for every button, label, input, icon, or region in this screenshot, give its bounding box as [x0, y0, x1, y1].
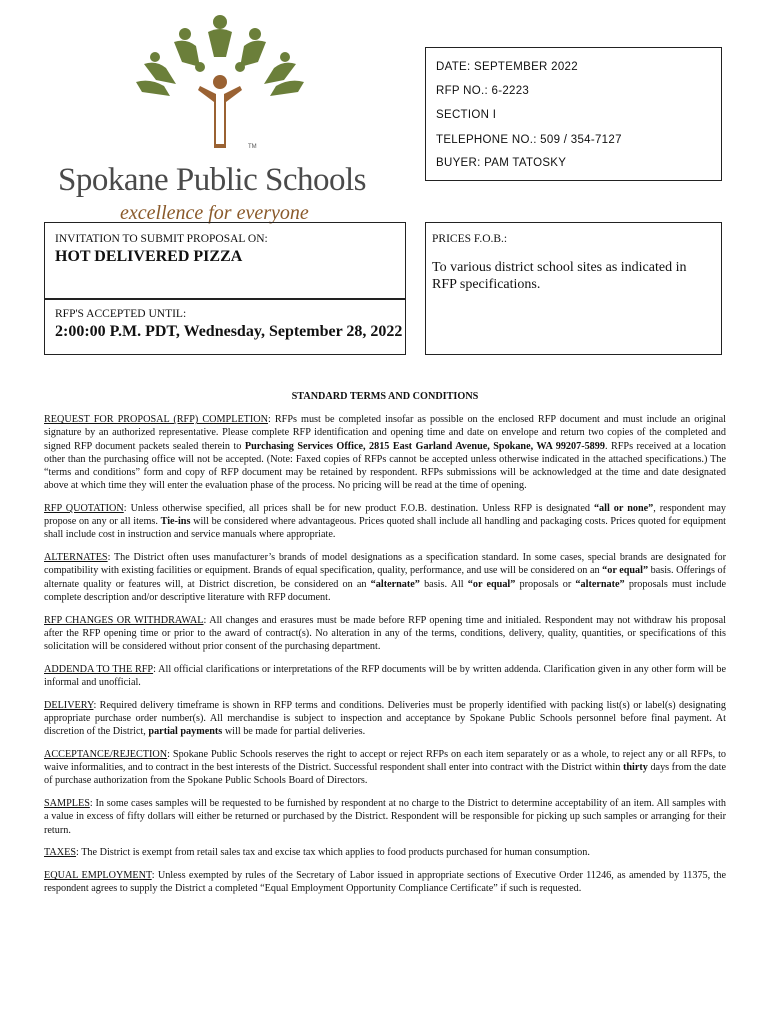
- prices-text: To various district school sites as indicated in RFP specifications.: [432, 260, 687, 292]
- term-delivery: DELIVERY: Required delivery timeframe is shown in RFP terms and conditions. Deliveries must be properly identified with packing list(s) or label(s) designating appropriate purchase order number(s). All merchandise is subject to inspection and acceptance by Spokane Public Schools personnel before final payment. At discretion of the District, partial payments will be made for partial deliveries.: [44, 699, 726, 738]
- rfp-info-box: [425, 47, 722, 181]
- rfp-number: RFP NO.: 6-2223: [436, 85, 530, 97]
- rfp-date: DATE: SEPTEMBER 2022: [436, 61, 578, 73]
- term-equal-employment: EQUAL EMPLOYMENT: Unless exempted by rules of the Secretary of Labor issued in appropriate sections of Executive Order 11246, as amended by 11375, the respondent agrees to supply the District a completed “Equal Employment Opportunity Compliance Certificate” if such is requested.: [44, 870, 726, 895]
- prices-box: [425, 222, 722, 355]
- rfp-telephone: TELEPHONE NO.: 509 / 354-7127: [436, 134, 622, 146]
- district-logo: [40, 12, 400, 224]
- term-samples: SAMPLES: In some cases samples will be requested to be furnished by respondent at no charge to the District to determine acceptability of an item. All samples with a value in excess of fifty dollars will either be returned or purchased by the District. Respondent will be responsible for picking up such samples or arranging for their return.: [44, 798, 726, 836]
- rfp-section: SECTION I: [436, 109, 497, 121]
- invitation-box: [44, 222, 406, 300]
- term-taxes: TAXES: The District is exempt from retail sales tax and excise tax which applies to food products purchased for human consumption.: [44, 847, 590, 859]
- terms-section: [44, 390, 726, 905]
- term-changes-withdrawal: RFP CHANGES OR WITHDRAWAL: All changes and erasures must be made before RFP opening time and initialed. Respondent may not withdraw his proposal after the RFP opening time or prior to the award of contract(s). No alteration in any of the terms, conditions, delivery, quality, quantities, or specifications of this solicitation will be considered without prior consent of the purchasing department.: [44, 614, 726, 653]
- term-addenda: ADDENDA TO THE RFP: All official clarifications or interpretations of the RFP documents will be by written addenda. Clarification given in any other form will be informal and unofficial.: [44, 663, 726, 689]
- deadline-value: 2:00:00 P.M. PDT, Wednesday, September 28, 2022: [55, 323, 403, 340]
- trademark-mark: TM: [248, 144, 257, 150]
- invitation-title: HOT DELIVERED PIZZA: [55, 248, 243, 265]
- deadline-label: RFP'S ACCEPTED UNTIL:: [55, 308, 187, 320]
- terms-title: STANDARD TERMS AND CONDITIONS: [291, 391, 479, 402]
- deadline-box: [44, 298, 406, 355]
- invitation-label: INVITATION TO SUBMIT PROPOSAL ON:: [55, 233, 268, 245]
- term-acceptance-rejection: ACCEPTANCE/REJECTION: Spokane Public Schools reserves the right to accept or reject RFPs on each item separately or as a whole, to reject any or all RFPs, to waive informalities, and to contract in the best interests of the District. Successful respondent shall enter into contract with the District within thirty days from the date of purchase authorization from the Spokane Public Schools Board of Directors.: [44, 749, 727, 787]
- prices-label: PRICES F.O.B.:: [432, 233, 508, 245]
- district-tagline: excellence for everyone: [120, 202, 309, 224]
- tree-of-people-icon: [130, 12, 310, 152]
- term-rfp-completion: REQUEST FOR PROPOSAL (RFP) COMPLETION: RFPs must be completed insofar as possible on the enclosed RFP document and must include an original signature by an authorized representative. Please complete RFP identification and opening time and date on envelope and return two copies of the completed and signed RFP document packets sealed therein to Purchasing Services Office, 2815 East Garland Avenue, Spokane, WA 99207-5899. RFPs received at a location other than the purchasing office will not be accepted. (Note: Faxed copies of RFPs cannot be accepted unless otherwise indicated in the attached specifications.) The “terms and conditions” form and copy of RFP document may be retained by respondent. RFPs submissions will be acknowledged at the time and date designated above at which time they will enter the evaluation phase of the process. No pricing will be read at the time of opening.: [44, 414, 727, 492]
- district-name: Spokane Public Schools: [58, 162, 366, 198]
- rfp-buyer: BUYER: PAM TATOSKY: [436, 157, 567, 169]
- term-alternates: ALTERNATES: The District often uses manufacturer’s brands of model designations as a specification standard. In some cases, special brands are designated for compatibility with existing facilities or equipment. Brands of equal specification, quality, performance, and use will be considered on an “or equal” basis. Offerings of alternate quality or features will, at District discretion, be considered on an “alternate” basis. All “or equal” proposals or “alternate” proposals must include complete description and/or descriptive literature with RFP document.: [44, 552, 727, 603]
- term-rfp-quotation: RFP QUOTATION: Unless otherwise specified, all prices shall be for new product F.O.B. destination. Unless RFP is designated “all or none”, respondent may propose on any or all items. Tie-ins will be considered where advantageous. Prices quoted shall include all handling and packaging costs. Prices quoted for equipment shall include cost in instruction and service manuals where appropriate.: [44, 503, 727, 541]
